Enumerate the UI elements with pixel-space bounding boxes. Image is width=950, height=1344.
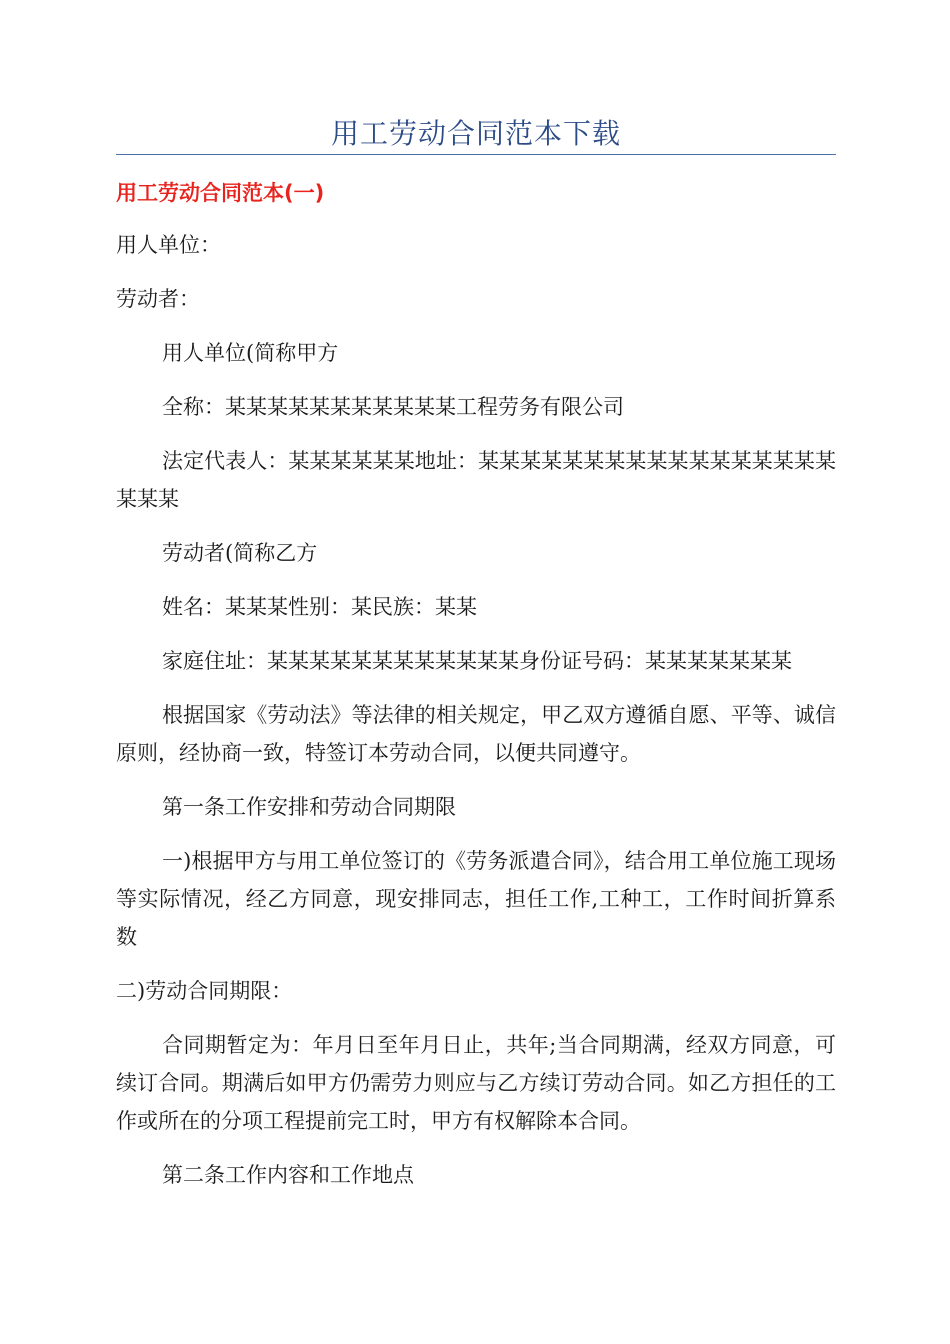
- section-heading: 用工劳动合同范本(一): [116, 181, 325, 205]
- document-body: [116, 226, 836, 1194]
- worker-label: 劳动者：: [116, 287, 200, 311]
- employer-label: 用人单位：: [116, 233, 221, 257]
- document-title: 用工劳动合同范本下载: [330, 117, 621, 150]
- preamble-paragraph: 根据国家《劳动法》等法律的相关规定，甲乙双方遵循自愿、平等、诚信原则，经协商一致，特签订本劳动合同，以便共同遵守。: [116, 703, 836, 765]
- party-b-identity: 姓名：某某某性别：某民族：某某: [162, 595, 477, 619]
- contract-term-paragraph: 合同期暂定为：年月日至年月日止，共年;当合同期满，经双方同意，可续订合同。期满后如甲方仍需劳力则应与乙方续订劳动合同。如乙方担任的工作或所在的分项工程提前完工时，甲方有权解除本合同。: [116, 1033, 836, 1133]
- title-underline: [116, 154, 836, 155]
- party-b-address: 家庭住址：某某某某某某某某某某某某身份证号码：某某某某某某某: [162, 649, 792, 673]
- article-1-clause-1: 一)根据甲方与用工单位签订的《劳务派遣合同》，结合用工单位施工现场等实际情况，经乙方同意，现安排同志，担任工作,工种工，工作时间折算系数: [116, 849, 836, 949]
- article-1-clause-2-heading: 二)劳动合同期限：: [116, 979, 293, 1003]
- party-a-heading: 用人单位(简称甲方: [162, 341, 339, 365]
- article-2-heading: 第二条工作内容和工作地点: [162, 1163, 414, 1187]
- party-b-heading: 劳动者(简称乙方: [162, 541, 318, 565]
- party-a-representative: 法定代表人：某某某某某某地址：某某某某某某某某某某某某某某某某某某某某: [116, 449, 836, 511]
- party-a-fullname: 全称：某某某某某某某某某某某工程劳务有限公司: [162, 395, 624, 419]
- article-1-heading: 第一条工作安排和劳动合同期限: [162, 795, 456, 819]
